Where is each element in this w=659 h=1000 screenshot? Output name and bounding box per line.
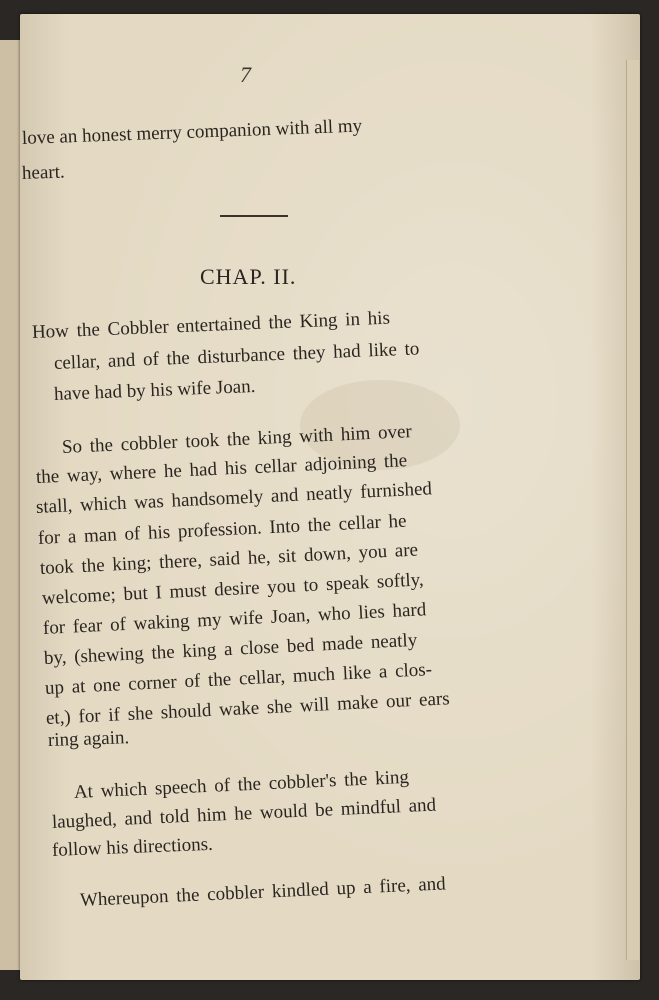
paragraph-line: for fear of waking my wife Joan, who lies hard: [42, 599, 427, 639]
chapter-summary-line: have had by his wife Joan.: [53, 375, 256, 405]
paragraph-line: At which speech of the cobbler's the king: [73, 766, 410, 803]
paragraph-line: Whereupon the cobbler kindled up a fire, and: [79, 873, 447, 911]
paragraph-line: ring again.: [47, 727, 130, 751]
paragraph-line: stall, which was handsomely and neatly furnished: [35, 478, 433, 518]
chapter-title: CHAP. II.: [200, 264, 297, 289]
paragraph-line: took the king; there, said he, sit down, you are: [39, 539, 419, 579]
text-line: heart.: [21, 161, 66, 184]
paragraph-line: up at one corner of the cellar, much like a clos-: [44, 659, 433, 699]
chapter-summary-line: cellar, and of the disturbance they had like to: [53, 338, 420, 374]
paragraph-line: laughed, and told him he would be mindful and: [51, 794, 437, 833]
page-number: 7: [240, 62, 251, 87]
paragraph-line: by, (shewing the king a close bed made neatly: [43, 629, 418, 669]
section-divider: [220, 215, 288, 217]
paragraph-line: the way, where he had his cellar adjoining the: [35, 450, 408, 488]
paragraph-line: follow his directions.: [51, 833, 214, 861]
paragraph-line: et,) for if she should wake she will make our ears: [45, 688, 451, 729]
paragraph-line: for a man of his profession. Into the cellar he: [37, 510, 407, 549]
paragraph-line: welcome; but I must desire you to speak softly,: [41, 569, 425, 609]
chapter-summary-line: How the Cobbler entertained the King in his: [31, 307, 391, 343]
paragraph-line: So the cobbler took the king with him over: [61, 421, 413, 458]
text-line: love an honest merry companion with all my: [21, 115, 363, 149]
